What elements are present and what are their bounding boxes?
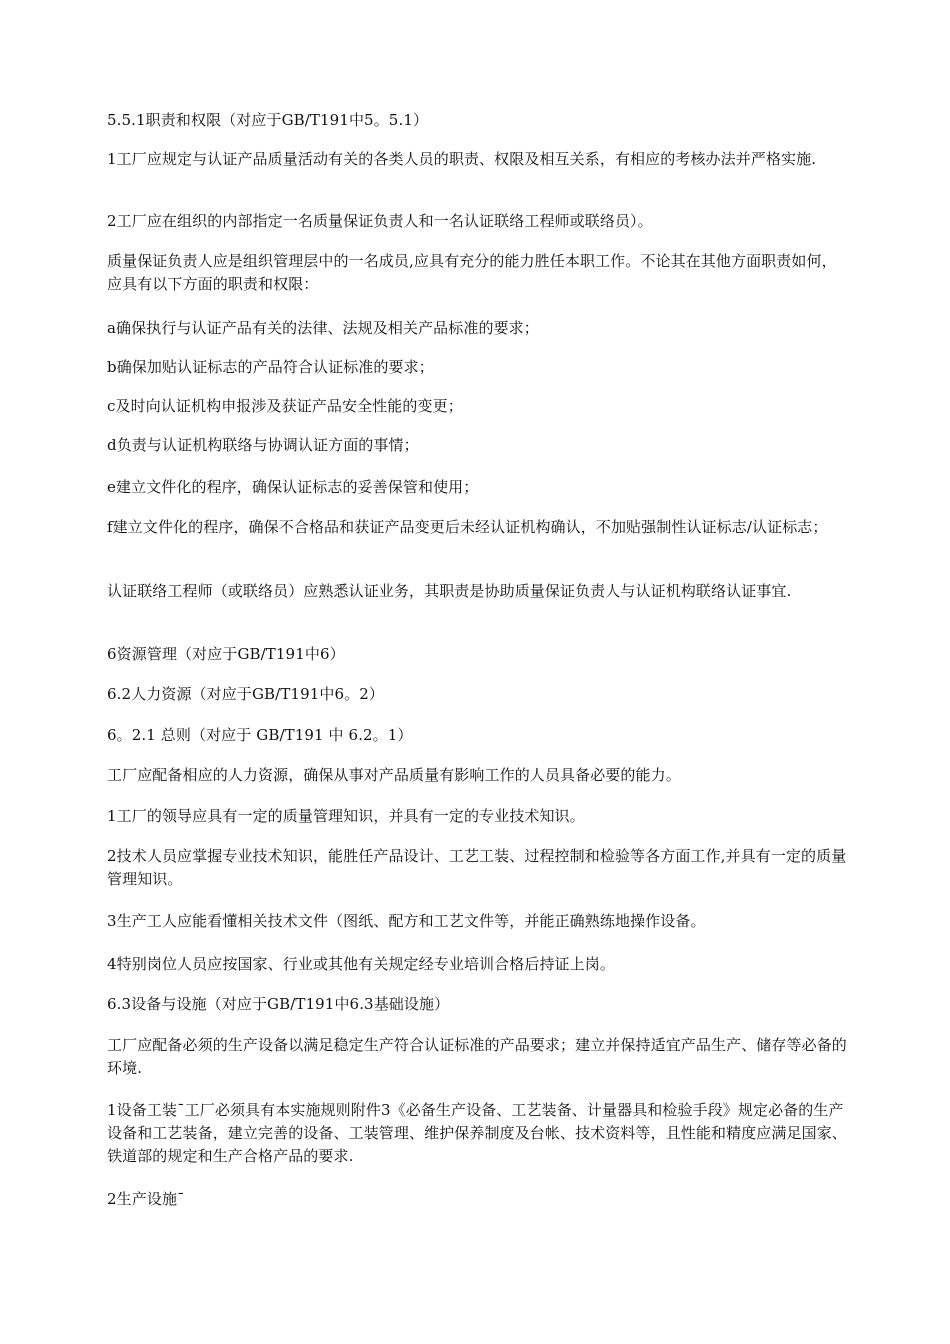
paragraph-quality-manager: 2工厂应在组织的内部指定一名质量保证负责人和一名认证联络工程师或联络员）。 xyxy=(107,212,653,230)
paragraph-manager-duties: 质量保证负责人应是组织管理层中的一名成员,应具有充分的能力胜任本职工作。不论其在其他方面职责如何，应具有以下方面的职责和权限： xyxy=(107,252,837,293)
paragraph-human-resources: 工厂应配备相应的人力资源，确保从事对产品质量有影响工作的人员具备必要的能力。 xyxy=(107,766,681,784)
list-item-c: c及时向认证机构申报涉及获证产品安全性能的变更； xyxy=(107,397,463,415)
section-heading-6-2: 6.2人力资源（对应于GB/T191中6。2） xyxy=(107,685,384,703)
list-item-f: f建立文件化的程序，确保不合格品和获证产品变更后未经认证机构确认，不加贴强制性认证标志/认证标志； xyxy=(107,518,828,536)
list-item-d: d负责与认证机构联络与协调认证方面的事情； xyxy=(107,436,419,454)
section-heading-6-3: 6.3设备与设施（对应于GB/T191中6.3基础设施） xyxy=(107,995,450,1013)
list-item-2-technical: 2技术人员应掌握专业技术知识，能胜任产品设计、工艺工装、过程控制和检验等各方面工作,并具有一定的质量管理知识。 xyxy=(107,847,847,888)
section-heading-6-2-1: 6。2.1 总则（对应于 GB/T191 中 6.2。1） xyxy=(107,726,413,744)
list-item-2-facilities: 2生产设施ˉ xyxy=(107,1190,185,1208)
list-item-b: b确保加贴认证标志的产品符合认证标准的要求； xyxy=(107,358,434,376)
paragraph-responsibility: 1工厂应规定与认证产品质量活动有关的各类人员的职责、权限及相互关系，有相应的考核办法并严格实施. xyxy=(107,150,817,168)
paragraph-liaison: 认证联络工程师（或联络员）应熟悉认证业务，其职责是协助质量保证负责人与认证机构联络认证事宜. xyxy=(107,582,792,600)
paragraph-equipment: 工厂应配备必须的生产设备以满足稳定生产符合认证标准的产品要求；建立并保持适宜产品生产、储存等必备的环境. xyxy=(107,1036,847,1077)
section-heading-5-5-1: 5.5.1职责和权限（对应于GB/T191中5。5.1） xyxy=(107,111,429,129)
list-item-1-equipment: 1设备工装ˉ工厂必须具有本实施规则附件3《必备生产设备、工艺装备、计量器具和检验手段》规定必备的生产设备和工艺装备，建立完善的设备、工装管理、维护保养制度及台帐、技术资料等，且性能和精度应满足国家、铁道部的规定和生产合格产品的要求. xyxy=(107,1101,847,1165)
section-heading-6: 6资源管理（对应于GB/T191中6） xyxy=(107,645,345,663)
list-item-4-special-posts: 4特别岗位人员应按国家、行业或其他有关规定经专业培训合格后持证上岗。 xyxy=(107,955,615,973)
list-item-a: a确保执行与认证产品有关的法律、法规及相关产品标准的要求； xyxy=(107,319,539,337)
list-item-e: e建立文件化的程序，确保认证标志的妥善保管和使用； xyxy=(107,478,479,496)
list-item-1-leadership: 1工厂的领导应具有一定的质量管理知识，并具有一定的专业技术知识。 xyxy=(107,807,585,825)
list-item-3-workers: 3生产工人应能看懂相关技术文件（图纸、配方和工艺文件等，并能正确熟练地操作设备。 xyxy=(107,912,706,930)
